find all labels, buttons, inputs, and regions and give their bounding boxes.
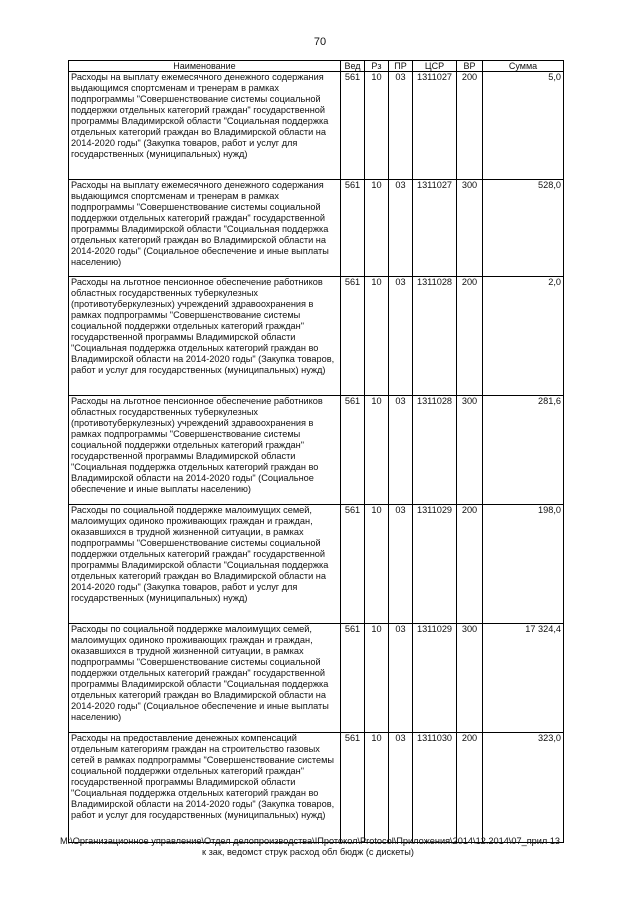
row-ved: 561	[341, 72, 365, 180]
row-sum: 323,0	[483, 733, 564, 843]
row-name: Расходы на предоставление денежных компенсаций отдельным категориям граждан на строительство газовых сетей в рамках подпрограммы "Совершенствование системы социальной поддержки отдельных категорий граждан" государственной программы Владимирской области "Социальная поддержка отдельных категорий граждан во Владимирской области на 2014-2020 годы" (Закупка товаров, работ и услуг для государственных (муниципальных) нужд)	[69, 733, 341, 843]
row-pr: 03	[389, 277, 413, 396]
header-rz: Рз	[365, 61, 389, 72]
footer-line-2: к зак, ведомст струк расход обл бюдж (с дискеты)	[202, 847, 414, 857]
table-row	[69, 72, 564, 180]
header-csr: ЦСР	[413, 61, 457, 72]
row-vr: 200	[457, 505, 483, 624]
footer-line-1: M:\Организационное управление\Отдел делопроизводства\!Протокол\Protocol\Приложения\2014\12.2014\07_прил 13	[60, 836, 561, 846]
row-pr: 03	[389, 180, 413, 277]
row-ved: 561	[341, 396, 365, 505]
header-vr: ВР	[457, 61, 483, 72]
row-pr: 03	[389, 72, 413, 180]
row-csr: 1311030	[413, 733, 457, 843]
header-row	[69, 61, 564, 72]
page-number: 70	[313, 36, 327, 48]
row-rz: 10	[365, 180, 389, 277]
row-ved: 561	[341, 733, 365, 843]
table-row	[69, 733, 564, 843]
row-rz: 10	[365, 396, 389, 505]
row-ved: 561	[341, 505, 365, 624]
row-csr: 1311027	[413, 72, 457, 180]
table-row	[69, 624, 564, 733]
row-vr: 200	[457, 277, 483, 396]
header-sum: Сумма	[483, 61, 564, 72]
row-csr: 1311028	[413, 396, 457, 505]
row-vr: 300	[457, 396, 483, 505]
row-pr: 03	[389, 733, 413, 843]
row-rz: 10	[365, 505, 389, 624]
table-row	[69, 396, 564, 505]
header-ved: Вед	[341, 61, 365, 72]
row-rz: 10	[365, 624, 389, 733]
row-csr: 1311029	[413, 505, 457, 624]
row-sum: 281,6	[483, 396, 564, 505]
row-csr: 1311029	[413, 624, 457, 733]
table-header	[69, 61, 564, 72]
row-sum: 198,0	[483, 505, 564, 624]
row-pr: 03	[389, 624, 413, 733]
row-sum: 528,0	[483, 180, 564, 277]
row-pr: 03	[389, 396, 413, 505]
row-sum: 17 324,4	[483, 624, 564, 733]
header-name: Наименование	[69, 61, 341, 72]
row-name: Расходы на льготное пенсионное обеспечение работников областных государственных туберкулезных (противотуберкулезных) учреждений здравоохранения в рамках подпрограммы "Совершенствование системы социальной поддержки отдельных категорий граждан" государственной программы Владимирской области "Социальная поддержка отдельных категорий граждан во Владимирской области на 2014-2020 годы" (Закупка товаров, работ и услуг для государственных (муниципальных) нужд)	[69, 277, 341, 396]
table-row	[69, 505, 564, 624]
row-sum: 5,0	[483, 72, 564, 180]
row-vr: 200	[457, 733, 483, 843]
row-ved: 561	[341, 180, 365, 277]
row-ved: 561	[341, 277, 365, 396]
row-sum: 2,0	[483, 277, 564, 396]
row-csr: 1311027	[413, 180, 457, 277]
row-ved: 561	[341, 624, 365, 733]
row-pr: 03	[389, 505, 413, 624]
row-name: Расходы на выплату ежемесячного денежного содержания выдающимся спортсменам и тренерам в рамках подпрограммы "Совершенствование системы социальной поддержки отдельных категорий граждан" государственной программы Владимирской области "Социальная поддержка отдельных категорий граждан во Владимирской области на 2014-2020 годы" (Социальное обеспечение и иные выплаты населению)	[69, 180, 341, 277]
header-pr: ПР	[389, 61, 413, 72]
row-rz: 10	[365, 733, 389, 843]
file-path-footer	[60, 836, 580, 858]
row-name: Расходы по социальной поддержке малоимущих семей, малоимущих одиноко проживающих граждан и граждан, оказавшихся в трудной жизненной ситуации, в рамках подпрограммы "Совершенствование системы социальной поддержки отдельных категорий граждан" государственной программы Владимирской области "Социальная поддержка отдельных категорий граждан во Владимирской области на 2014-2020 годы" (Закупка товаров, работ и услуг для государственных (муниципальных) нужд)	[69, 505, 341, 624]
table-row	[69, 180, 564, 277]
row-name: Расходы на выплату ежемесячного денежного содержания выдающимся спортсменам и тренерам в рамках подпрограммы "Совершенствование системы социальной поддержки отдельных категорий граждан" государственной программы Владимирской области "Социальная поддержка отдельных категорий граждан во Владимирской области на 2014-2020 годы" (Закупка товаров, работ и услуг для государственных (муниципальных) нужд)	[69, 72, 341, 180]
row-rz: 10	[365, 72, 389, 180]
row-vr: 300	[457, 624, 483, 733]
row-vr: 200	[457, 72, 483, 180]
budget-table	[68, 60, 564, 843]
table-row	[69, 277, 564, 396]
row-name: Расходы по социальной поддержке малоимущих семей, малоимущих одиноко проживающих граждан и граждан, оказавшихся в трудной жизненной ситуации, в рамках подпрограммы "Совершенствование системы социальной поддержки отдельных категорий граждан" государственной программы Владимирской области "Социальная поддержка отдельных категорий граждан во Владимирской области на 2014-2020 годы" (Социальное обеспечение и иные выплаты населению)	[69, 624, 341, 733]
row-rz: 10	[365, 277, 389, 396]
row-csr: 1311028	[413, 277, 457, 396]
row-vr: 300	[457, 180, 483, 277]
row-name: Расходы на льготное пенсионное обеспечение работников областных государственных туберкулезных (противотуберкулезных) учреждений здравоохранения в рамках подпрограммы "Совершенствование системы социальной поддержки отдельных категорий граждан" государственной программы Владимирской области "Социальная поддержка отдельных категорий граждан во Владимирской области на 2014-2020 годы" (Социальное обеспечение и иные выплаты населению)	[69, 396, 341, 505]
table-body	[69, 72, 564, 843]
